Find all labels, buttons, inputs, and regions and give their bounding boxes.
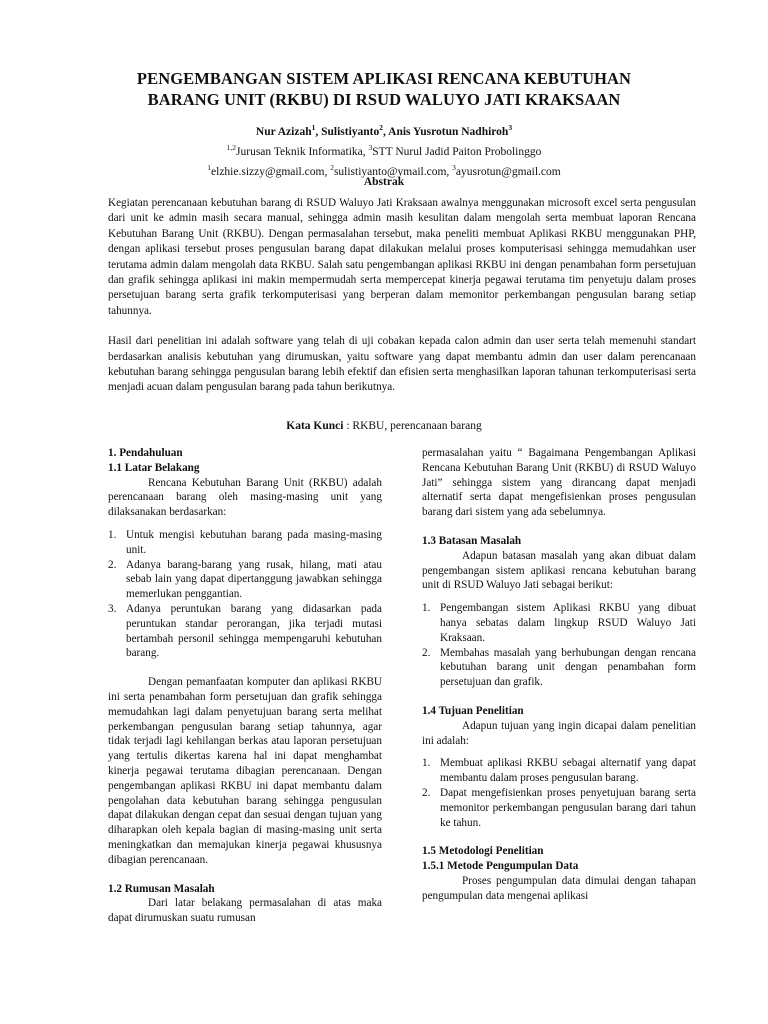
author-block — [100, 120, 668, 179]
paragraph: Dari latar belakang permasalahan di atas maka dapat dirumuskan suatu rumusan — [108, 897, 382, 925]
affiliation: $^{1,2}$Jurusan Teknik Informatika, $^3$STT Nurul Jadid Paiton Probolinggo — [226, 142, 542, 158]
section-heading-background: 1.1 Latar Belakang — [108, 461, 200, 474]
list-item: 2. Dapat mengefisienkan proses penyetujuan barang serta memonitor perkembangan pengusulan barang dari tahun ke tahun. — [422, 786, 696, 829]
paragraph: Dengan pemanfaatan komputer dan aplikasi RKBU ini serta penambahan form persetujuan dan grafik sehingga memudahkan lagi dalam penyetujuan barang serta melihat perkembangan pengusulan barang setiap tahunnya, agar tidak terjadi lagi kehilangan berkas atau laporan persetujuan yang tertulis dikertas karena hal ini dapat menghambat kinerja pegawai terutama dibagian perencanaan. Dengan pengembangan aplikasi RKBU ini dapat membantu dalam pengolahan data kebutuhan barang sehingga pengusulan dapat dilakukan dengan cepat dan sesuai dengan tujuan yang diharapkan oleh kepala bagian di masing-masing unit serta meningkatkan dan memajukan kinerja pegawai khususnya dibagian perencanaan. — [108, 676, 382, 866]
paragraph: Adapun batasan masalah yang akan dibuat dalam pengembangan sistem aplikasi rencana kebutuhan barang unit di RSUD Waluyo Jati sebagai berikut: — [422, 549, 696, 592]
paragraph: Adapun tujuan yang ingin dicapai dalam penelitian ini adalah: — [422, 719, 696, 747]
list-item: 2. Membahas masalah yang berhubungan dengan rencana kebutuhan barang unit dengan penambahan form persetujuan dan grafik. — [422, 646, 696, 689]
email-2: sulistiyanto@ymail.com — [333, 165, 447, 178]
list-item: 3. Adanya peruntukan barang yang didasarkan pada peruntukan standar perorangan, jika terjadi mutasi bertambah personil sehingga mempengaruhi kebutuhan barang. — [108, 602, 382, 660]
paper-title: PENGEMBANGAN SISTEM APLIKASI RENCANA KEBUTUHAN BARANG UNIT (RKBU) DI RSUD WALUYO JATI KRAKSAAN — [136, 69, 632, 109]
abstract-paragraph-2: Hasil dari penelitian ini adalah software yang telah di uji cobakan kepada calon admin dan user serta telah memenuhi standart berdasarkan analisis kebutuhan yang dirumuskan, yaitu software yang dapat membantu admin dan user dalam perencanaan kebutuhan barang sehingga pengusulan barang lebih efektif dan efisien serta menghasilkan laporan tahunan terkomputerisasi serta menjadi acuan dalam pengusulan barang pada tahun berikutnya. — [108, 335, 696, 394]
list-item: 1. Untuk mengisi kebutuhan barang pada masing-masing unit. — [108, 528, 382, 556]
paragraph: permasalahan yaitu “ Bagaimana Pengembangan Aplikasi Rencana Kebutuhan Barang Unit (RKBU) di RSUD Waluyo Jati” sehingga sistem yang dirancang dapat menjadi alternatif serta dapat mengefisienkan proses pengusulan barang dari sistem yang ada sebelumnya. — [422, 447, 696, 519]
author-3: Anis Yusrotun Nadhiroh — [388, 125, 509, 138]
keywords — [100, 420, 668, 432]
right-column — [422, 446, 696, 904]
author-2: Sulistiyanto — [321, 125, 380, 138]
list-item: 1. Pengembangan sistem Aplikasi RKBU yang dibuat hanya sebatas dalam lingkup RSUD Waluyo Jati Kraksaan. — [422, 602, 696, 644]
objectives-list — [422, 756, 696, 830]
section-heading-introduction: 1. Pendahuluan — [108, 447, 183, 459]
list-item: 2. Adanya barang-barang yang rusak, hilang, mati atau sebab lain yang dapat dipertanggung jawabkan sehingga memerlukan penggantian. — [108, 558, 382, 601]
section-heading-data-collection: 1.5.1 Metode Pengumpulan Data — [422, 860, 579, 873]
scope-list — [422, 601, 696, 690]
email-1: elzhie.sizzy@gmail.com — [211, 165, 325, 178]
list-item: 1. Membuat aplikasi RKBU sebagai alternatif yang dapat membantu dalam proses pengusulan barang. — [422, 757, 696, 785]
author-names: Nur Azizah$^1$, Sulistiyanto$^2$, Anis Yusrotun Nadhiroh$^3$ — [255, 123, 513, 138]
paragraph: Proses pengumpulan data dimulai dengan tahapan pengumpulan data mengenai aplikasi — [422, 874, 696, 902]
section-heading-objectives: 1.4 Tujuan Penelitian — [422, 704, 524, 717]
keywords-label: Kata Kunci — [286, 420, 344, 432]
author-1: Nur Azizah — [255, 125, 312, 138]
keywords-value: : RKBU, perencanaan barang — [343, 420, 482, 432]
abstract-heading: Abstrak — [363, 176, 405, 188]
left-column — [108, 446, 382, 926]
section-heading-problem: 1.2 Rumusan Masalah — [108, 882, 215, 895]
abstract-paragraph-1: Kegiatan perencanaan kebutuhan barang di RSUD Waluyo Jati Kraksaan awalnya menggunakan microsoft excel serta pengusulan dari unit ke admin masih secara manual, sehingga admin masih kesulitan dalam mengolah serta membuat laporan Rencana Kebutuhan Barang Unit (RKBU). Dengan permasalahan tersebut, maka peneliti membuat Aplikasi RKBU menggunakan PHP, dengan aplikasi tersebut proses pengusulan barang dapat dilakukan melalui proses komputerisasi sehingga memudahkan user terutama admin dalam mengolah data RKBU. Salah satu pengembangan aplikasi RKBU ini dengan penambahan form persetujuan dan grafik sehingga aplikasi ini makin mempermudah serta mempercepat kinerja pegawai terutama tim penyetuju dalam proses persetujuan barang serta grafik terkomputerisasi yang berperan dalam memonitor perkembangan pengusulan barang setiap tahunnya. — [108, 197, 696, 317]
section-heading-methodology: 1.5 Metodologi Penelitian — [422, 845, 544, 858]
emails: $^1$elzhie.sizzy@gmail.com, $^2$sulistiyanto@ymail.com, $^3$ayusrotun@gmail.com — [207, 162, 561, 178]
paragraph: Rencana Kebutuhan Barang Unit (RKBU) adalah perencanaan barang oleh masing-masing unit yang dilaksanakan berdasarkan: — [108, 476, 382, 519]
section-heading-scope: 1.3 Batasan Masalah — [422, 534, 522, 547]
background-list — [108, 528, 382, 661]
email-3: ayusrotun@gmail.com — [455, 165, 561, 178]
abstract-body — [108, 196, 696, 411]
